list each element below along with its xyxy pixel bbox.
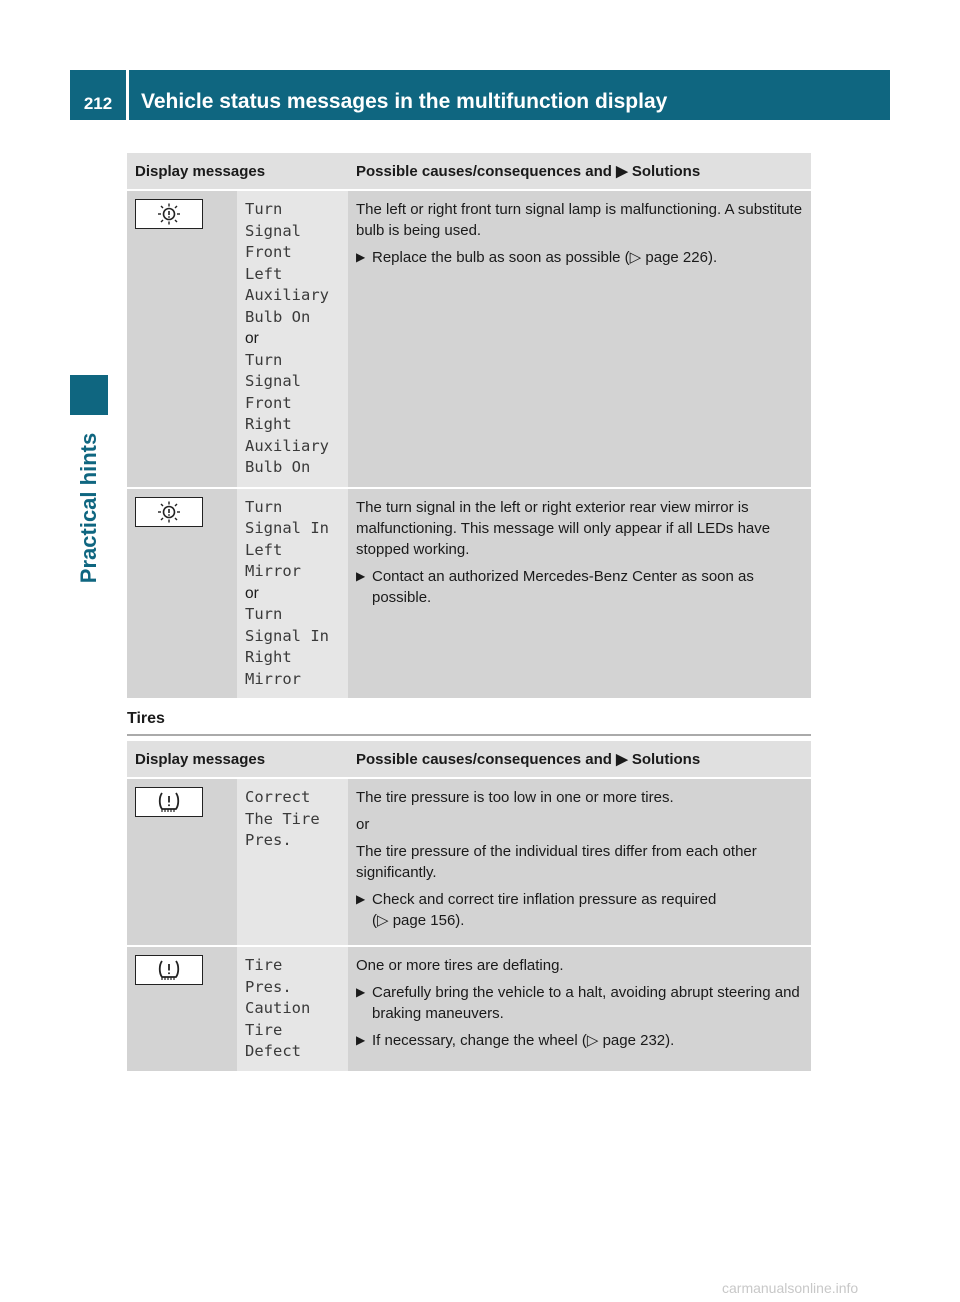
solution-cell [348,946,811,1072]
cause-text: The tire pressure of the individual tires differ from each other significantly. [356,843,757,881]
cause-text: One or more tires are deflating. [356,957,564,974]
col-display-messages: Display messages [127,741,348,778]
solution-arrow-icon: ▶ [616,751,628,768]
bulb-warning-icon [135,497,203,527]
cause-text: The turn signal in the left or right exterior rear view mirror is malfunctioning. This message will only appear if all LEDs have stopped working. [356,498,771,558]
col-display-messages: Display messages [127,153,348,190]
cause-text: The tire pressure is too low in one or more tires. [356,789,674,806]
bulb-warning-icon [135,199,203,229]
solution-step: ▶ If necessary, change the wheel (▷ page 232). [356,1032,675,1049]
display-message: Correct The Tire Pres. [237,778,348,946]
col-causes-solutions: Possible causes/consequences and ▶ Solutions [348,153,811,190]
side-tab [70,420,108,595]
watermark: carmanualsonline.info [722,1280,859,1296]
lamp-messages-table [127,153,811,700]
step-arrow-icon: ▶ [356,985,366,999]
solution-step: ▶ Contact an authorized Mercedes-Benz Center as soon as possible. [356,567,754,606]
table-row [127,488,811,700]
col-causes-solutions: Possible causes/consequences and ▶ Solutions [348,741,811,778]
cause-text: The left or right front turn signal lamp is malfunctioning. A substitute bulb is being used. [356,201,803,239]
table-row [127,946,811,1072]
page-ref-icon: ▷ [586,1032,599,1049]
page-reference-link[interactable]: page 232). [602,1032,675,1049]
solution-step: ▶ Replace the bulb as soon as possible (▷ page 226). [356,249,718,266]
table-row [127,778,811,946]
solution-step: ▶ Carefully bring the vehicle to a halt, avoiding abrupt steering and braking maneuvers. [356,984,800,1022]
side-tab-label: Practical hints [76,432,102,583]
step-arrow-icon: ▶ [356,892,366,906]
tire-pressure-warning-icon [135,787,203,817]
page-number: 212 [70,70,126,120]
tire-messages-table [127,741,811,1073]
display-message: Tire Pres. Caution Tire Defect [237,946,348,1072]
solution-cell [348,488,811,700]
page-ref-icon: ▷ [377,912,389,929]
solution-arrow-icon: ▶ [616,163,628,180]
solution-cell [348,190,811,488]
page-title: Vehicle status messages in the multifunction display [129,70,890,120]
table-header-row [127,741,811,778]
step-arrow-icon: ▶ [356,1033,366,1047]
display-message: Turn Signal Front Left Auxiliary Bulb On or Turn Signal Front Right Auxiliary Bulb On [237,190,348,488]
solution-cell [348,778,811,946]
table-row [127,190,811,488]
page-ref-icon: ▷ [629,249,642,266]
page-reference-link[interactable]: page 156). [392,912,465,929]
step-arrow-icon: ▶ [356,250,366,264]
page-reference-link[interactable]: page 226). [645,249,718,266]
section-title: Tires [127,710,811,736]
or-text: or [356,816,370,833]
tire-pressure-warning-icon [135,955,203,985]
solution-step: ▶ Check and correct tire inflation pressure as required (▷ page 156). [356,891,717,929]
table-header-row [127,153,811,190]
side-tab-marker [70,375,108,415]
step-arrow-icon: ▶ [356,568,366,583]
display-message: Turn Signal In Left Mirror or Turn Signal In Right Mirror [237,488,348,700]
